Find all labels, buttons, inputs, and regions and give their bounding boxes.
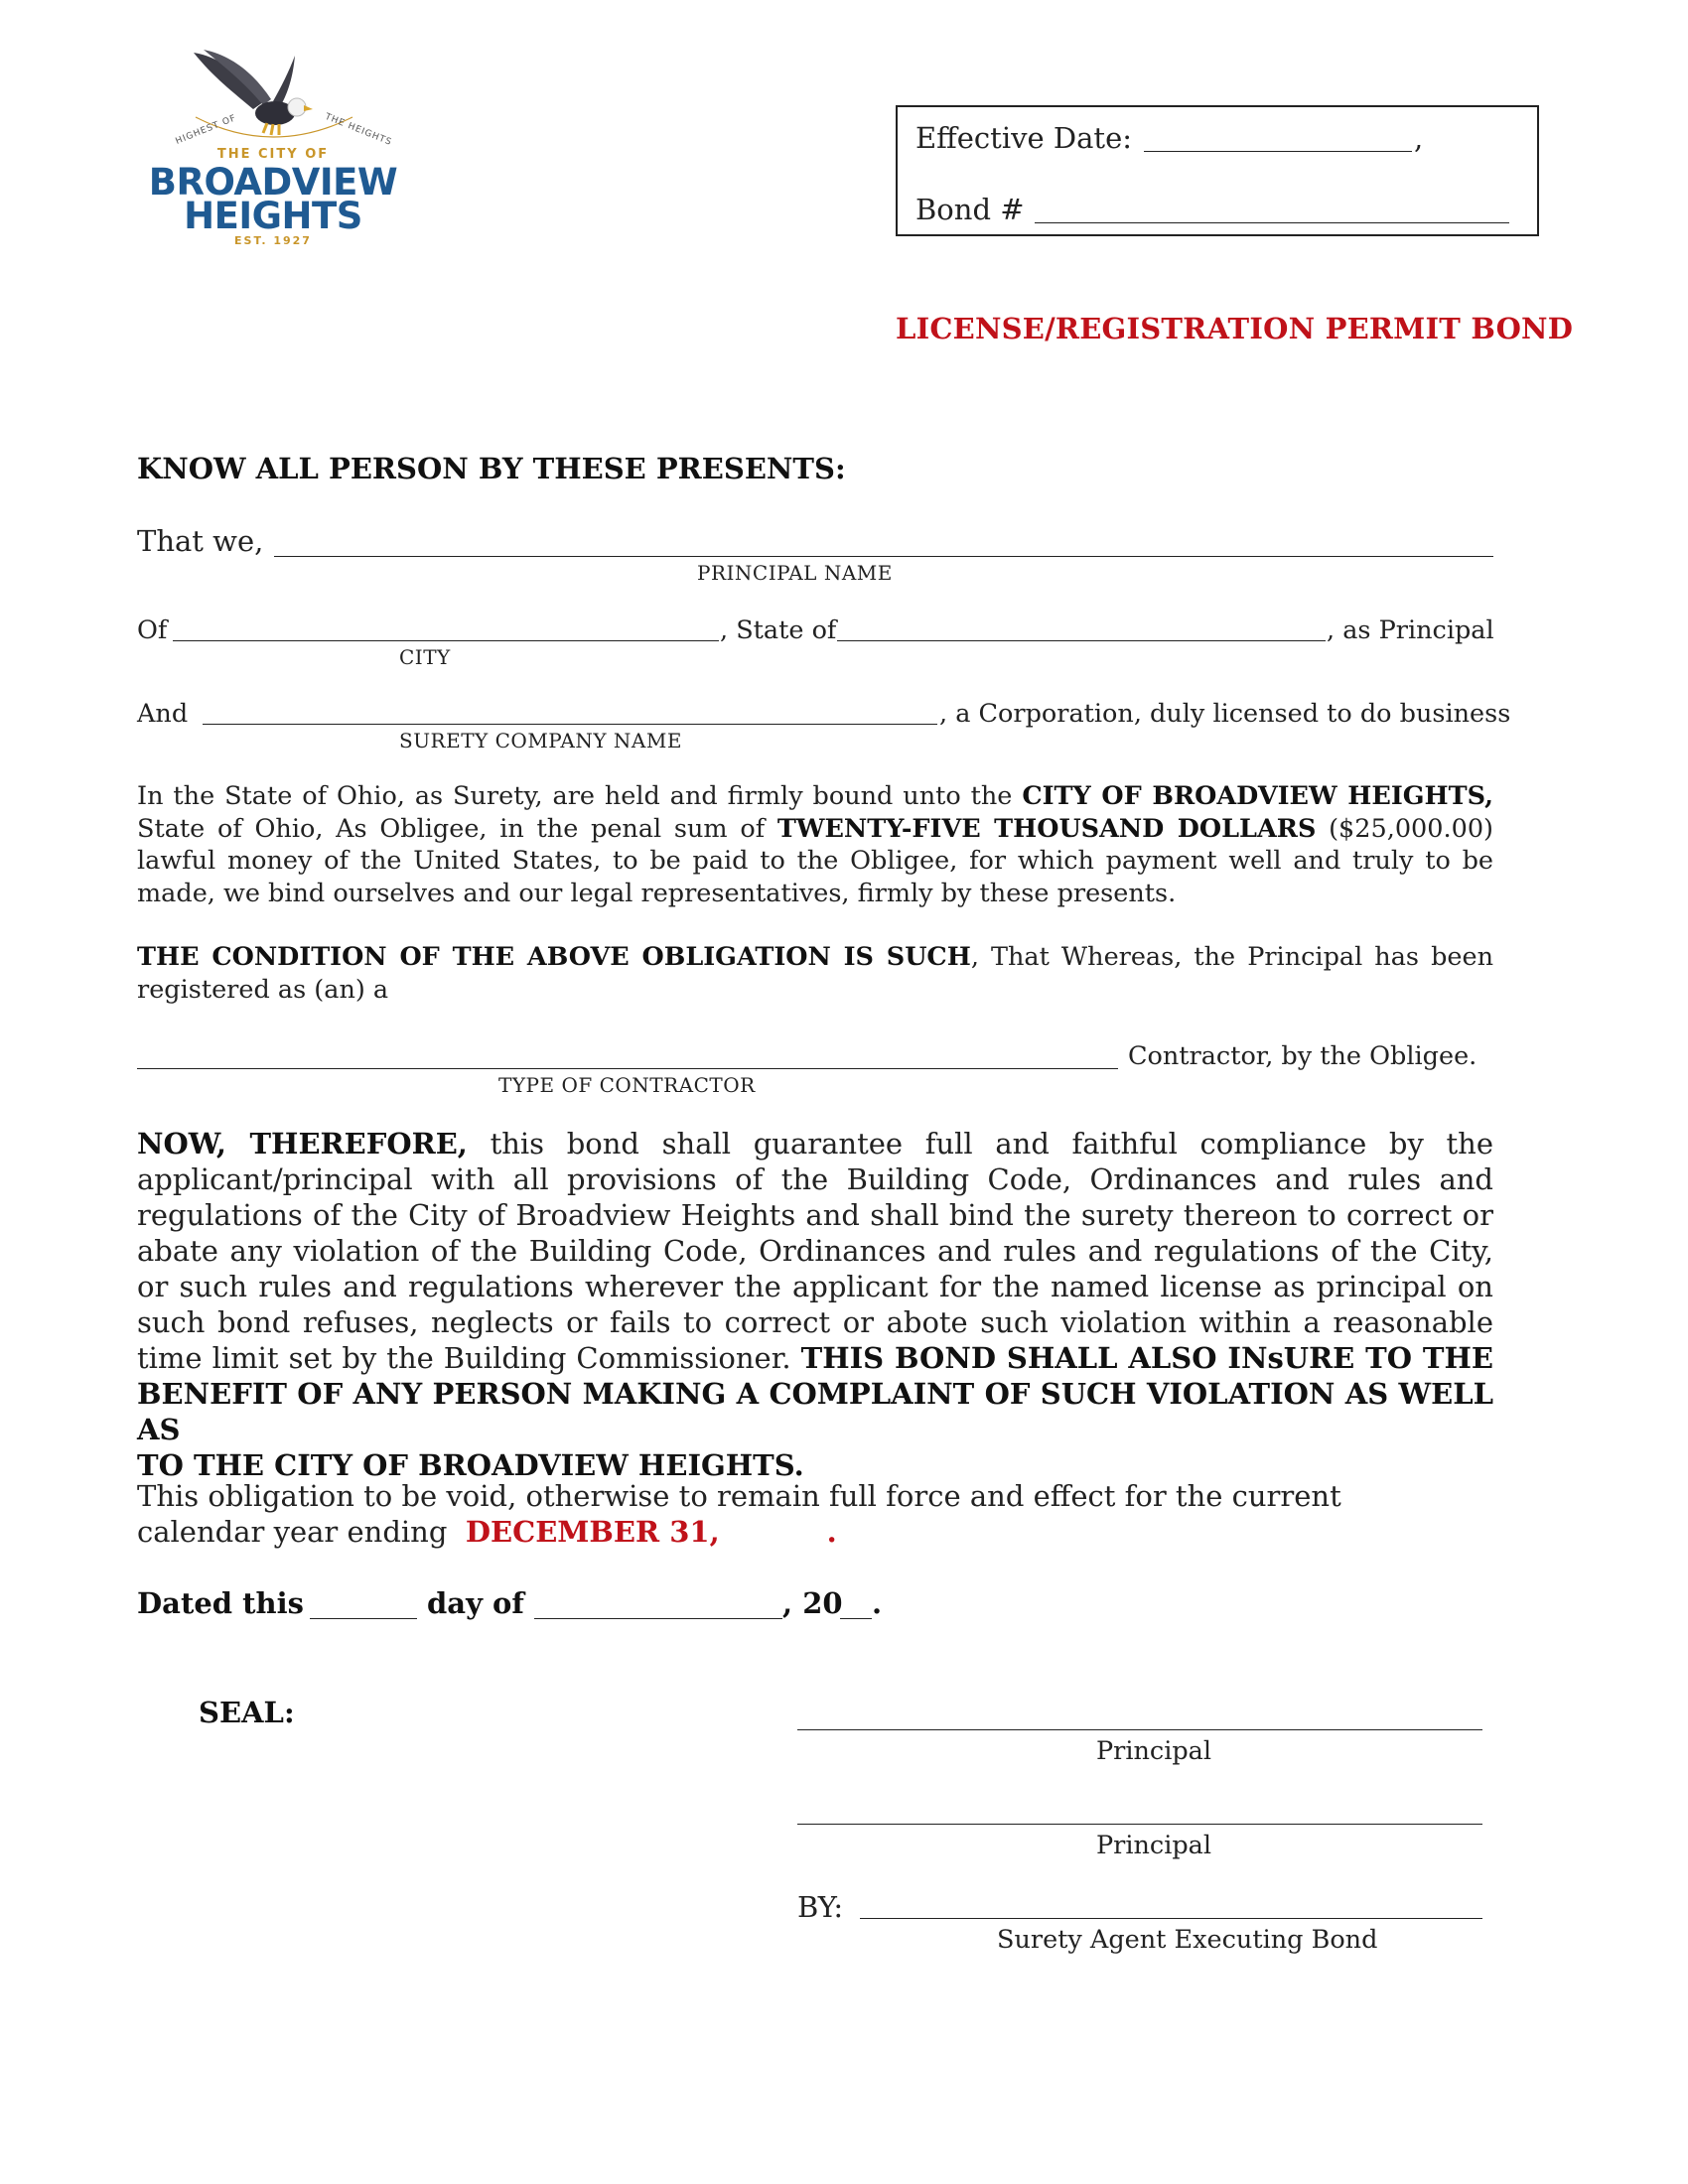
state-field[interactable] (837, 640, 1326, 641)
now-line8: BENEFIT OF ANY PERSON MAKING A COMPLAINT OF SUCH VIOLATION AS WELL AS (137, 1377, 1493, 1446)
now-line1: this bond shall guarantee full and faithful compliance by the (490, 1127, 1494, 1160)
condition-heading: THE CONDITION OF THE ABOVE OBLIGATION IS SUCH (137, 942, 971, 972)
obligation-line2: calendar year ending (137, 1515, 448, 1549)
now-line7b: THIS BOND SHALL ALSO INsURE TO THE (800, 1341, 1494, 1375)
contractor-text: Contractor, by the Obligee. (1128, 1041, 1477, 1071)
surety-agent-caption: Surety Agent Executing Bond (997, 1925, 1378, 1955)
principal-signature-line-1[interactable] (797, 1729, 1482, 1730)
contractor-type-caption: TYPE OF CONTRACTOR (498, 1073, 756, 1097)
effective-date-field[interactable] (1144, 151, 1412, 152)
now-line7a: time limit set by the Building Commissioner. (137, 1341, 791, 1375)
effective-date-comma: , (1414, 121, 1424, 155)
logo-heights: HEIGHTS (184, 195, 362, 237)
surety-agent-signature-line[interactable] (860, 1918, 1482, 1919)
state-of-label: , State of (720, 615, 837, 645)
surety-company-caption: SURETY COMPANY NAME (399, 729, 682, 752)
seal-label: SEAL: (199, 1696, 295, 1729)
year-field[interactable] (840, 1618, 872, 1619)
dated-this-label: Dated this (137, 1586, 304, 1620)
penal-sum-amount: ($25,000.00) (1329, 813, 1493, 844)
logo-arc-right: THE HEIGHTS (323, 111, 394, 149)
obligation-paragraph (137, 1478, 1493, 1550)
principal-caption-1: Principal (1096, 1736, 1212, 1766)
month-field[interactable] (534, 1618, 782, 1619)
surety-company-field[interactable] (203, 724, 937, 725)
obligation-line1: This obligation to be void, otherwise to remain full force and effect for the current (137, 1479, 1341, 1513)
now-line6: such bond refuses, neglects or fails to correct or abote such violation within a reasonable (137, 1305, 1493, 1339)
para1-line4: made, we bind ourselves and our legal representatives, firmly by these presents. (137, 878, 1177, 908)
bond-paragraph (137, 780, 1493, 909)
logo-arc-left: HIGHEST OF (174, 113, 238, 147)
para1-line2a: State of Ohio, As Obligee, in the penal sum of (137, 813, 766, 844)
now-line9: TO THE CITY OF BROADVIEW HEIGHTS. (137, 1448, 804, 1482)
para1-line1a: In the State of Ohio, as Surety, are held and firmly bound unto the (137, 781, 1013, 811)
year-ending-date: DECEMBER 31, (465, 1515, 720, 1549)
day-field[interactable] (310, 1618, 417, 1619)
and-label: And (137, 699, 189, 729)
now-line5: or such rules and regulations wherever the applicant for the named license as principal on (137, 1270, 1493, 1303)
know-all-heading: KNOW ALL PERSON BY THESE PRESENTS: (137, 452, 846, 485)
city-caption: CITY (399, 645, 451, 669)
logo-city-of: THE CITY OF (216, 147, 330, 162)
now-line4: abate any violation of the Building Code, Ordinances and rules and regulations of the City, (137, 1234, 1493, 1268)
condition-paragraph (137, 941, 1493, 1006)
condition-line2: registered as (an) a (137, 974, 389, 1005)
year-prefix: , 20 (782, 1586, 843, 1620)
effective-date-box (896, 105, 1539, 236)
logo-broadview: BROADVIEW (148, 161, 398, 204)
principal-caption-2: Principal (1096, 1831, 1212, 1860)
document-title: LICENSE/REGISTRATION PERMIT BOND (896, 312, 1574, 345)
para1-line3: lawful money of the United States, to be paid to the Obligee, for which payment well and truly to be (137, 846, 1493, 876)
effective-date-label: Effective Date: (915, 121, 1132, 155)
corporation-text: , a Corporation, duly licensed to do business (939, 699, 1511, 729)
bond-number-label: Bond # (915, 193, 1025, 226)
now-therefore-heading: NOW, THEREFORE, (137, 1127, 468, 1160)
of-label: Of (137, 615, 168, 645)
that-we-label: That we, (137, 524, 264, 558)
year-ending-period: . (826, 1515, 837, 1549)
contractor-type-field[interactable] (137, 1068, 1118, 1069)
as-principal-label: , as Principal (1327, 615, 1494, 645)
logo-est: EST. 1927 (234, 234, 312, 247)
penal-sum-words: TWENTY-FIVE THOUSAND DOLLARS (776, 813, 1317, 844)
now-therefore-paragraph (137, 1126, 1493, 1483)
bond-number-field[interactable] (1035, 222, 1509, 223)
principal-signature-line-2[interactable] (797, 1824, 1482, 1825)
by-label: BY: (797, 1890, 844, 1924)
condition-rest: , That Whereas, the Principal has been (970, 942, 1494, 972)
dated-period: . (872, 1586, 883, 1620)
now-line2: applicant/principal with all provisions of the Building Code, Ordinances and rules and (137, 1162, 1493, 1196)
city-field[interactable] (173, 640, 719, 641)
city-logo (144, 48, 402, 256)
day-of-label: day of (427, 1586, 524, 1620)
obligee-name: CITY OF BROADVIEW HEIGHTS, (1022, 781, 1493, 811)
principal-name-field[interactable] (274, 556, 1493, 557)
now-line3: regulations of the City of Broadview Heights and shall bind the surety thereon to correct or (137, 1198, 1493, 1232)
principal-name-caption: PRINCIPAL NAME (697, 561, 893, 585)
